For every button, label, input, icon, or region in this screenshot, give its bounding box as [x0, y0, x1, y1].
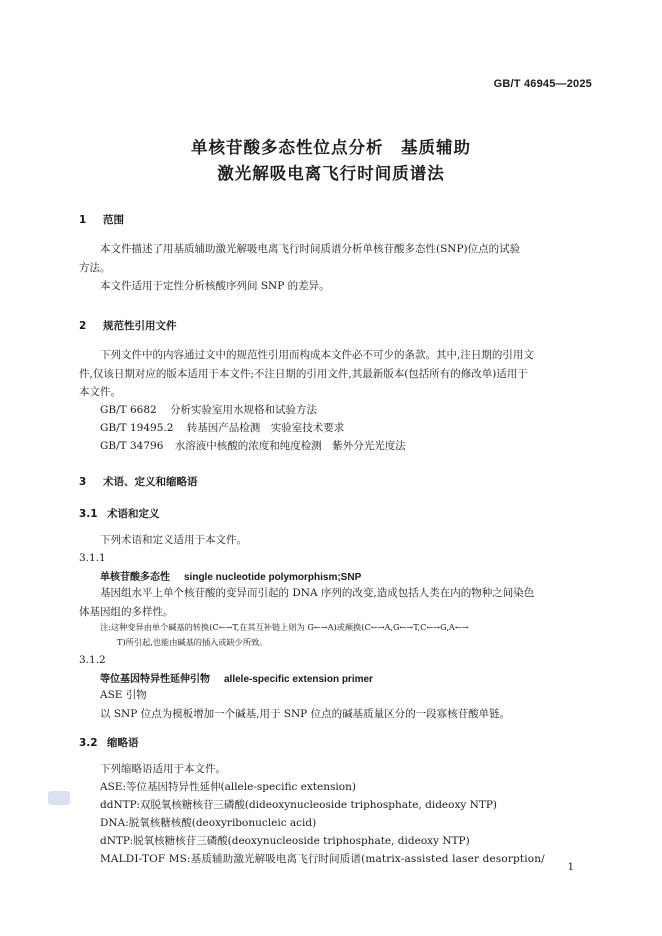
term-english: single nucleotide polymorphism;SNP [184, 572, 362, 583]
terms-intro: 下列术语和定义适用于本文件。 [100, 534, 247, 546]
scope-paragraph-2 [79, 277, 587, 296]
note-line: T)所引起,也能由碱基的插入或缺少所致。 [117, 637, 268, 647]
subsection-number: 3.1 [79, 508, 98, 520]
reference-item [100, 437, 406, 455]
text-line: 本文件适用于定性分析核酸序列间 SNP 的差异。 [100, 280, 330, 292]
term-heading [100, 670, 373, 685]
reference-title: 分析实验室用水规格和试验方法 [170, 404, 318, 416]
abbreviation-item: DNA:脱氧核糖核酸(deoxyribonucleic acid) [100, 817, 317, 829]
term-heading [100, 568, 361, 583]
subsection-3-2-heading [79, 735, 139, 750]
section-title: 范围 [103, 214, 124, 226]
section-2-heading [79, 318, 177, 333]
normative-paragraph [79, 346, 587, 402]
abbreviation-item: ASE:等位基因特异性延伸(allele-specific extension) [100, 781, 356, 793]
term-note [100, 620, 469, 650]
text-line: 本文件。 [79, 386, 121, 398]
section-3-heading [79, 474, 198, 489]
term-chinese: 等位基因特异性延伸引物 [100, 674, 210, 685]
text-line: 体基因组的多样性。 [79, 605, 174, 618]
term-number: 3.1.1 [79, 552, 106, 564]
term-definition [79, 584, 587, 621]
reference-code: GB/T 19495.2 [100, 422, 174, 434]
reference-title: 转基因产品检测 实验室技术要求 [186, 422, 345, 434]
abbreviation-item: dNTP:脱氧核糖核苷三磷酸(deoxynucleoside triphosphate, dideoxy NTP) [100, 835, 470, 847]
term-abbreviation: ASE 引物 [100, 689, 147, 701]
reference-title: 水溶液中核酸的浓度和纯度检测 紫外分光光度法 [174, 440, 406, 452]
document-title-line-1: 单核苷酸多态性位点分析 基质辅助 [191, 138, 471, 157]
section-title: 术语、定义和缩略语 [103, 476, 198, 488]
reference-item [100, 419, 344, 437]
reference-code: GB/T 34796 [100, 440, 164, 452]
scope-paragraph-1 [79, 240, 587, 277]
text-line: 方法。 [79, 261, 111, 274]
section-1-heading [79, 212, 124, 227]
section-number: 1 [79, 214, 87, 226]
abbreviation-item: ddNTP:双脱氧核糖核苷三磷酸(dideoxynucleoside triphosphate, dideoxy NTP) [100, 799, 497, 811]
section-number: 2 [79, 320, 87, 332]
subsection-number: 3.2 [79, 737, 98, 749]
standard-number: GB/T 46945—2025 [493, 78, 592, 90]
reference-item [100, 401, 317, 419]
note-line: 注:这种变异由单个碱基的转换(C←→T,在其互补链上则为 G←→A)或颠换(C←→A,G←→T,C←→G,A←→ [100, 622, 469, 632]
document-title-line-2: 激光解吸电离飞行时间质谱法 [217, 164, 445, 183]
reference-code: GB/T 6682 [100, 404, 157, 416]
term-english: allele-specific extension primer [224, 674, 373, 685]
term-definition: 以 SNP 位点为模板增加一个碱基,用于 SNP 位点的碱基质量区分的一段寡核苷酸单链。 [100, 708, 511, 720]
text-line: 件,仅该日期对应的版本适用于本文件;不注日期的引用文件,其最新版本(包括所有的修改单)适用于 [79, 367, 528, 380]
abbreviations-intro: 下列缩略语适用于本文件。 [100, 763, 226, 775]
section-title: 规范性引用文件 [103, 320, 177, 332]
text-line: 本文件描述了用基质辅助激光解吸电离飞行时间质谱分析单核苷酸多态性(SNP)位点的试验 [100, 243, 521, 255]
abbreviation-item: MALDI-TOF MS:基质辅助激光解吸电离飞行时间质谱(matrix-assisted laser desorption/ [100, 853, 545, 865]
page-number: 1 [567, 862, 574, 873]
subsection-title: 术语和定义 [107, 508, 160, 520]
term-number: 3.1.2 [79, 654, 106, 666]
text-line: 下列文件中的内容通过文中的规范性引用而构成本文件必不可少的条款。其中,注日期的引用文 [100, 349, 534, 361]
term-chinese: 单核苷酸多态性 [100, 572, 170, 583]
text-line: 基因组水平上单个核苷酸的变异而引起的 DNA 序列的改变,造成包括人类在内的物种之间染色 [100, 587, 535, 599]
subsection-title: 缩略语 [107, 737, 139, 749]
section-number: 3 [79, 476, 87, 488]
watermark-stamp [48, 791, 70, 805]
subsection-3-1-heading [79, 506, 160, 521]
